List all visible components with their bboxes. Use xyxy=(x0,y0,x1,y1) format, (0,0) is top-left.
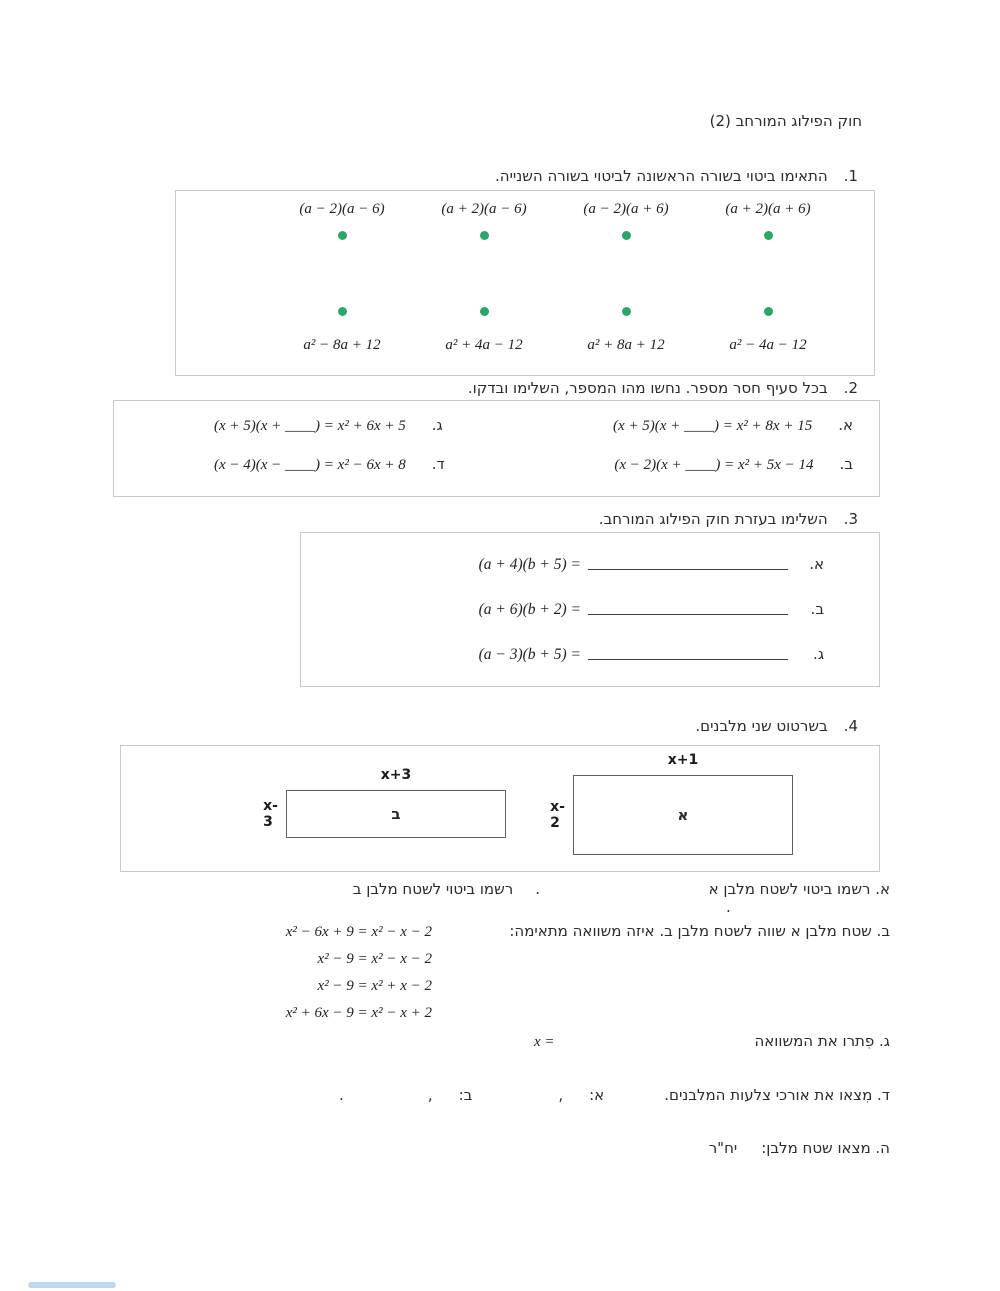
equation-options xyxy=(286,919,432,1027)
match-bottom-expression: a² − 8a + 12 xyxy=(303,337,381,353)
fill-in-equation[interactable]: (x − 2)(x + ____) = x² + 5x − 14 xyxy=(614,457,814,473)
q4-part-b: ב. שטח מלבן א שווה לשטח מלבן ב. איזה משוואה מתאימה: xyxy=(509,922,890,940)
page-title: חוק הפילוג המורחב (2) xyxy=(709,112,862,130)
match-top-expression: (a + 2)(a + 6) xyxy=(725,201,811,217)
item-label: ד. xyxy=(431,455,445,473)
expand-expression: (a − 3)(b + 5) = xyxy=(478,646,581,663)
rect-b-height-label: x-3 xyxy=(263,798,278,830)
q4-part-a-left: רשמו ביטוי לשטח מלבן ב xyxy=(352,880,514,898)
matching-panel xyxy=(175,190,875,376)
question-2-header xyxy=(468,379,858,397)
question-2-number: 2. xyxy=(843,379,858,397)
rect-b-width-label: x+3 xyxy=(380,767,412,783)
match-dot[interactable] xyxy=(480,307,489,316)
question-3-number: 3. xyxy=(843,510,858,528)
fill-in-row xyxy=(214,416,853,435)
rectangles-panel xyxy=(120,745,880,872)
rectangle-a-group xyxy=(550,752,793,855)
match-dot[interactable] xyxy=(622,231,631,240)
item-label: א. xyxy=(809,555,824,573)
question-4-number: 4. xyxy=(843,717,858,735)
rectangle-b-group xyxy=(263,767,506,838)
q3-row-c xyxy=(301,645,824,664)
match-top-expression: (a − 2)(a + 6) xyxy=(583,201,669,217)
match-top-row xyxy=(176,201,874,218)
answer-blank[interactable] xyxy=(588,614,788,615)
item-label: ב. xyxy=(810,600,824,618)
item-label: ג. xyxy=(431,416,443,434)
q4-part-d-text: ד. מִצאו את אורכי צלעות המלבנים. xyxy=(664,1086,890,1104)
question-4-header xyxy=(695,717,858,735)
match-dot[interactable] xyxy=(338,231,347,240)
question-1-header xyxy=(495,167,858,185)
q4-part-d-label-a: א: xyxy=(589,1086,605,1104)
q4-part-e-unit: יח"ר xyxy=(708,1139,738,1157)
match-dot[interactable] xyxy=(622,307,631,316)
stray-period: . xyxy=(726,898,731,916)
question-3-prompt: השלימו בעזרת חוק הפילוג המורחב. xyxy=(598,510,828,528)
q3-row-b xyxy=(301,600,824,619)
rectangle-b xyxy=(263,790,506,838)
match-dot[interactable] xyxy=(764,231,773,240)
rect-a-width-label: x+1 xyxy=(667,752,699,768)
match-dots-bottom xyxy=(176,307,874,316)
question-3-header xyxy=(599,510,858,528)
q4-part-d-comma: , xyxy=(427,1086,433,1104)
match-dot[interactable] xyxy=(480,231,489,240)
expand-panel xyxy=(300,532,880,687)
q4-part-d-label-b: ב: xyxy=(458,1086,473,1104)
match-dots-top xyxy=(176,231,874,240)
rect-b-name: ב xyxy=(391,805,401,823)
match-bottom-expression: a² + 4a − 12 xyxy=(445,337,523,353)
rectangle-a xyxy=(550,775,793,855)
item-label: ג. xyxy=(813,645,824,663)
item-label: ב. xyxy=(839,455,853,473)
item-label: א. xyxy=(838,416,853,434)
equation-option[interactable]: x² + 6x − 9 = x² − x + 2 xyxy=(285,1005,432,1021)
fill-in-equation[interactable]: (x − 4)(x − ____) = x² − 6x + 8 xyxy=(214,457,406,473)
match-dot[interactable] xyxy=(338,307,347,316)
match-dot[interactable] xyxy=(764,307,773,316)
q2-item-a xyxy=(613,416,853,435)
question-2-prompt: בכל סעיף חסר מספר. נחשו מהו המספר, השלימו ובדקו. xyxy=(467,379,828,397)
q4-part-c-answer-label: x = xyxy=(534,1034,555,1050)
equation-option[interactable]: x² − 9 = x² + x − 2 xyxy=(317,978,432,994)
q4-part-c: ג. פִתרו את המשוואה xyxy=(754,1032,890,1050)
match-bottom-expression: a² − 4a − 12 xyxy=(729,337,807,353)
q4-part-a-period: . xyxy=(535,880,540,898)
rect-a-name: א xyxy=(677,806,689,824)
question-4-prompt: בשרטוט שני מלבנים. xyxy=(695,717,828,735)
rect-a-height-label: x-2 xyxy=(550,799,565,831)
q4-part-d-period: . xyxy=(339,1086,344,1104)
q3-row-a xyxy=(301,555,824,574)
q4-part-a-left-wrap xyxy=(240,880,540,898)
q4-part-e xyxy=(709,1139,890,1157)
fill-in-equation[interactable]: (x + 5)(x + ____) = x² + 8x + 15 xyxy=(612,418,813,434)
fill-in-equation[interactable]: (x + 5)(x + ____) = x² + 6x + 5 xyxy=(214,418,406,434)
match-top-expression: (a − 2)(a − 6) xyxy=(299,201,385,217)
q4-part-d xyxy=(339,1086,890,1104)
expand-expression: (a + 6)(b + 2) = xyxy=(478,601,581,618)
q4-part-e-text: ה. מצאו שטח מלבן: xyxy=(761,1139,890,1157)
match-bottom-expression: a² + 8a + 12 xyxy=(587,337,665,353)
q4-part-a-right: א. רשמו ביטוי לשטח מלבן א xyxy=(708,880,890,898)
answer-blank[interactable] xyxy=(588,569,788,570)
q2-item-b xyxy=(614,455,853,474)
fill-in-panel xyxy=(113,400,880,497)
answer-blank[interactable] xyxy=(588,659,788,660)
expand-expression: (a + 4)(b + 5) = xyxy=(478,556,581,573)
q2-item-c xyxy=(214,416,443,435)
q4-part-d-comma: , xyxy=(558,1086,564,1104)
match-top-expression: (a + 2)(a − 6) xyxy=(441,201,527,217)
match-bottom-row xyxy=(176,337,874,354)
question-1-prompt: התאימו ביטוי בשורה הראשונה לביטוי בשורה השנייה. xyxy=(495,167,828,185)
progress-bar xyxy=(28,1282,116,1288)
equation-option[interactable]: x² − 9 = x² − x − 2 xyxy=(317,951,432,967)
question-1-number: 1. xyxy=(843,167,858,185)
q2-item-d xyxy=(214,455,445,474)
equation-option[interactable]: x² − 6x + 9 = x² − x − 2 xyxy=(285,924,432,940)
fill-in-row xyxy=(214,455,853,474)
